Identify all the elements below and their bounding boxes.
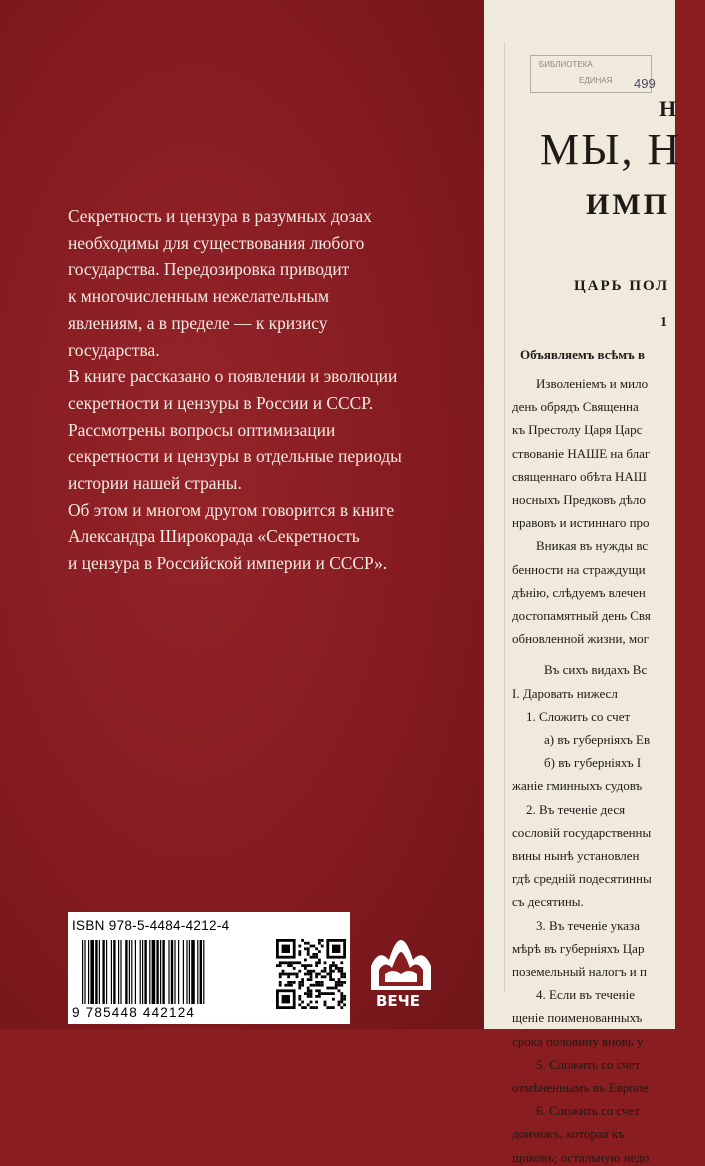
- blurb-line: секретности и цензуры в отдельные периоды: [68, 446, 402, 467]
- manifesto-line: Вникая въ нужды вс: [536, 538, 649, 554]
- manifesto-line: достопамятный день Свя: [512, 608, 651, 623]
- manifesto-line: съ десятины.: [512, 894, 584, 910]
- announcement-line: Объявляемъ всѣмъ в: [520, 347, 645, 362]
- barcode-digits: 9 785448 442124: [72, 1005, 196, 1020]
- qr-code: [273, 912, 350, 1024]
- heading-partial: Н: [659, 96, 677, 121]
- manifesto-line: ствованіе НАШЕ на благ: [512, 445, 651, 461]
- manifesto-line: нравовъ и истиннаго про: [512, 515, 650, 531]
- blurb-line: к многочисленным нежелательным: [68, 286, 329, 307]
- stamp-number: 499: [634, 76, 656, 91]
- qr-code-icon: [276, 939, 346, 1009]
- manifesto-line: срока половину вновь у: [512, 1033, 644, 1049]
- manifesto-line: 6. Сложить со счет: [536, 1103, 641, 1119]
- manifesto-line: щеніе поименованныхъ: [512, 1010, 643, 1026]
- manifesto-line: носныхъ Предковъ дѣло: [512, 492, 646, 507]
- manifesto-line: I. Даровать нижесл: [512, 685, 618, 701]
- historical-manifesto-scan: [484, 0, 682, 1165]
- book-blurb: [68, 203, 468, 577]
- blurb-line: необходимы для существования любого: [68, 232, 365, 253]
- manifesto-line: мѣрѣ въ губерніяхъ Цар: [512, 940, 645, 956]
- manifesto-line: вины нынѣ установлен: [512, 848, 640, 863]
- manifesto-title-line2: ИМП: [586, 188, 670, 221]
- isbn-barcode: [68, 912, 273, 1024]
- section-mark: 1: [660, 315, 667, 330]
- isbn-label: ISBN 978-5-4484-4212-4: [72, 918, 230, 933]
- barcode-bars: [82, 940, 268, 1004]
- stamp-text: БИБЛИОТЕКА: [539, 60, 593, 69]
- blurb-line: государства.: [68, 339, 160, 360]
- blurb-line: В книге рассказано о появлении и эволюции: [68, 366, 398, 387]
- manifesto-line: гдѣ средній подесятинны: [512, 871, 652, 887]
- blurb-line: государства. Передозировка приводит: [68, 259, 350, 280]
- manifesto-line: б) въ губерніяхъ І: [544, 755, 642, 771]
- manifesto-line: доимокъ, которая къ: [512, 1126, 625, 1142]
- blurb-line: секретности и цензуры в России и СССР.: [68, 392, 374, 413]
- manifesto-line: 2. Въ теченіе деся: [526, 801, 626, 817]
- manifesto-line: жаніе гминныхъ судовъ: [512, 778, 643, 794]
- blurb-line: истории нашей страны.: [68, 473, 242, 494]
- blurb-line: Об этом и многом другом говорится в книге: [68, 499, 395, 520]
- manifesto-title: МЫ, Н: [540, 125, 682, 174]
- blurb-line: Рассмотрены вопросы оптимизации: [68, 419, 336, 440]
- manifesto-line: день обрядъ Священна: [512, 399, 639, 415]
- manifesto-line: отмѣненнымъ въ Европе: [512, 1080, 649, 1095]
- manifesto-line: 1. Сложить со счет: [526, 708, 631, 724]
- manifesto-line: сословій государственны: [512, 824, 652, 840]
- blurb-line: и цензура в Российской империи и СССР».: [68, 553, 388, 574]
- blurb-line: явлениям, а в пределе — к кризису: [68, 312, 328, 333]
- manifesto-line: дѣнію, слѣдуемъ влечен: [512, 584, 646, 600]
- stamp-text: ЕДИНАЯ: [579, 76, 613, 85]
- blurb-line: Александра Широкорада «Секретность: [68, 526, 360, 547]
- manifesto-line: къ Престолу Царя Царс: [512, 422, 643, 438]
- manifesto-line: щиковъ; остальную недо: [512, 1149, 650, 1165]
- manifesto-line: обновленной жизни, мог: [512, 631, 649, 647]
- manifesto-line: священнаго обѣта НАШ: [512, 468, 647, 484]
- manifesto-line: а) въ губерніяхъ Ев: [544, 732, 651, 747]
- manifesto-line: 5. Сложить со счет: [536, 1056, 641, 1072]
- publisher-logo-text: ВЕЧЕ: [375, 992, 421, 1010]
- blurb-line: Секретность и цензура в разумных дозах: [68, 206, 372, 226]
- manifesto-line: бенности на страждущи: [512, 561, 646, 577]
- manifesto-line: поземельный налогъ и п: [512, 964, 647, 979]
- manifesto-line: 3. Въ теченіе указа: [536, 917, 640, 933]
- manifesto-line: Изволеніемъ и мило: [536, 376, 649, 391]
- manifesto-line: 4. Если въ теченіе: [536, 987, 635, 1003]
- manifesto-line: Въ сихъ видахъ Вс: [544, 662, 648, 678]
- manifesto-subtitle: ЦАРЬ ПОЛ: [574, 278, 670, 294]
